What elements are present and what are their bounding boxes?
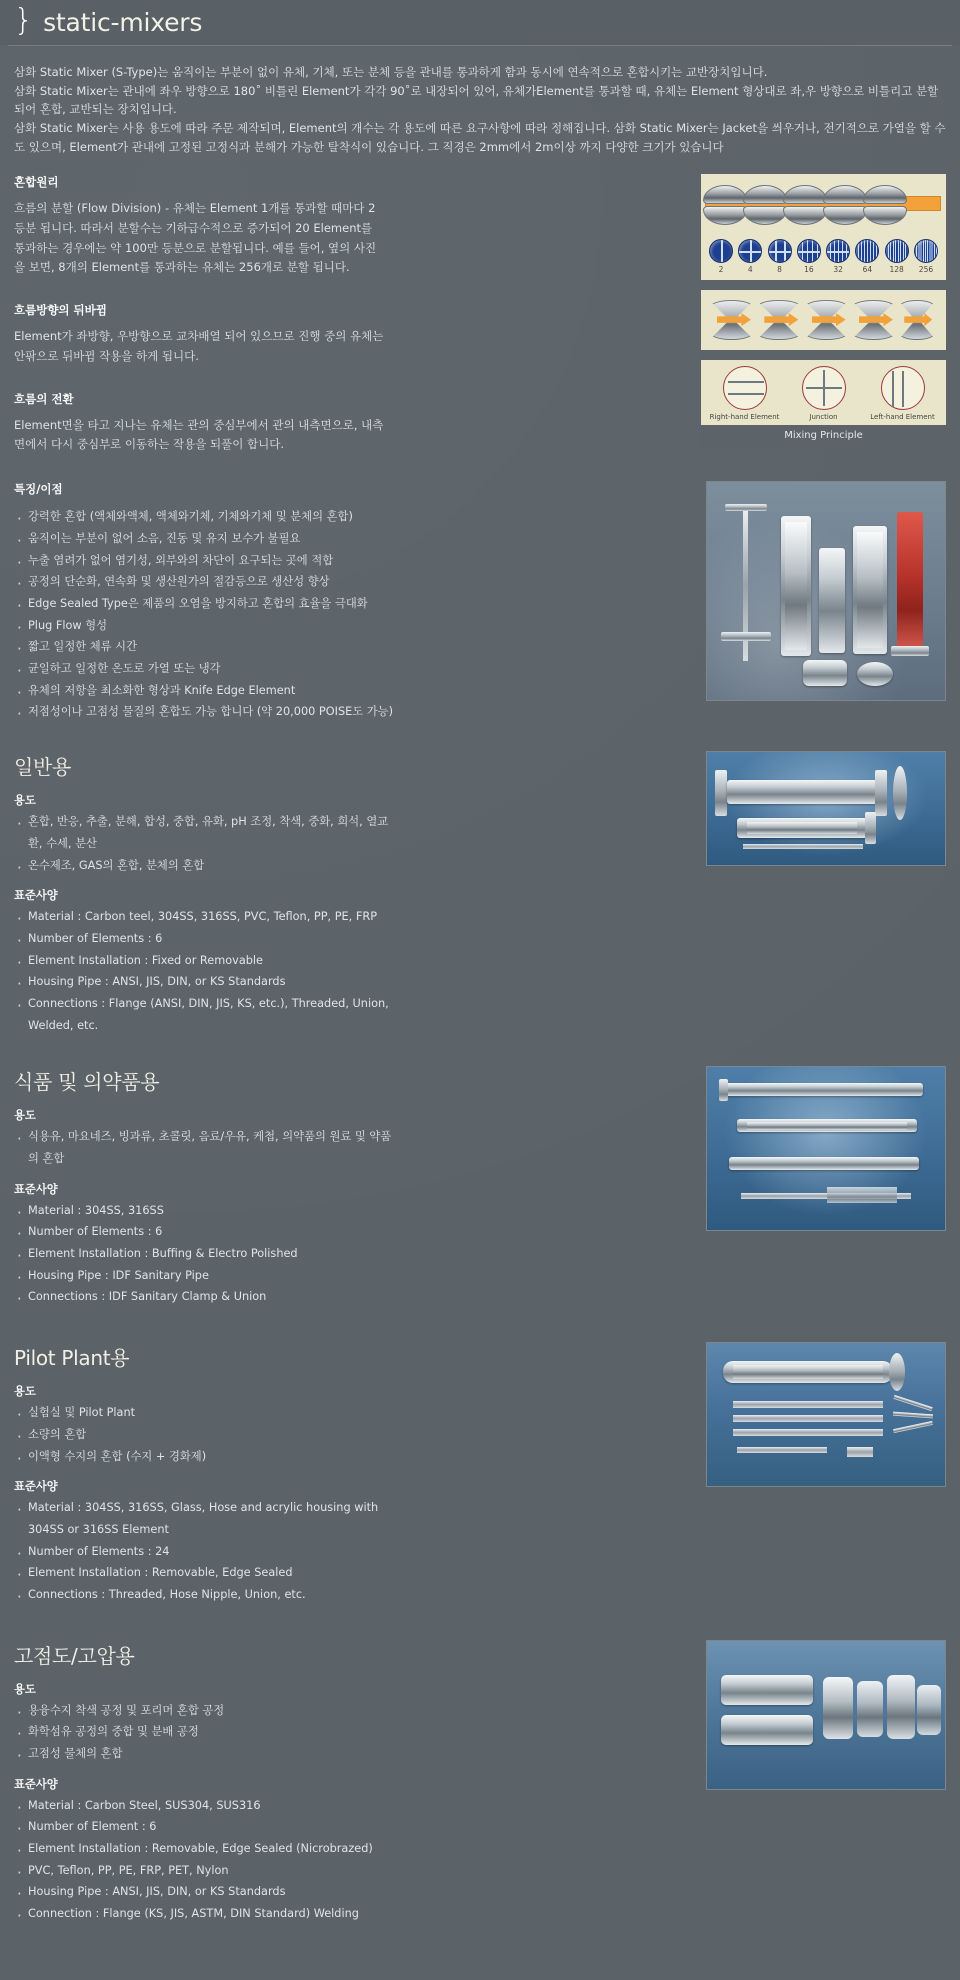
list-item: · 균일하고 일정한 온도로 가열 또는 냉각 (14, 658, 402, 680)
intro-line-3: 삼화 Static Mixer는 사용 용도에 따라 주문 제작되며, Element의 개수는 각 용도에 따른 요구사항에 따라 정해집니다. 삼화 Static Mixer는 Jacket을 씌우거나, 전기적으로 가열을 할 수도 있으며, Element가 관내에 고정된 고정식과 분해가 가능한 탈착식이 있습니다. 그 직경은 2mm에서 2m이상 까지 다양한 크기가 있습니다 (14, 120, 946, 154)
section-heading: 흐름의 전환 (14, 391, 74, 406)
element-label: Right-hand Element (709, 413, 780, 422)
spec-heading: 표준사양 (14, 889, 58, 903)
list-item: · Material : Carbon Steel, SUS304, SUS316 (14, 1795, 402, 1817)
list-item: · Material : Carbon teel, 304SS, 316SS, PVC, Teflon, PP, PE, FRP (14, 906, 402, 928)
spec-list (14, 1200, 402, 1308)
category-title: 식품 및 의약품용 (14, 1070, 160, 1095)
spec-heading: 표준사양 (14, 1777, 58, 1791)
food-pharma-photo (706, 1066, 946, 1231)
use-list (14, 1126, 402, 1169)
intro-line-1: 삼화 Static Mixer (S-Type)는 움직이는 부분이 없이 유체, 기체, 또는 분체 등을 관내를 통과하게 함과 동시에 연속적으로 혼합시키는 교반장치입니다. (14, 65, 768, 79)
junction-icon (802, 366, 846, 410)
list-item: · 움직이는 부분이 없어 소음, 진동 및 유지 보수가 불필요 (14, 528, 402, 550)
list-item: · Number of Elements : 6 (14, 928, 402, 950)
list-item: · PVC, Teflon, PP, PE, FRP, PET, Nylon (14, 1860, 402, 1882)
cross-section-icon (885, 239, 909, 263)
intro-line-2: 삼화 Static Mixer는 관내에 좌우 방향으로 180˚ 비틀린 Element가 각각 90˚로 내장되어 있어, 유체가Element를 통과할 때, 유체는 Element 형상대로 좌,우 방향으로 비틀리고 분할되어 혼합, 교반되는 장치입니다. (14, 83, 939, 117)
spec-heading: 표준사양 (14, 1182, 58, 1196)
pilot-plant-photo (706, 1342, 946, 1487)
category-block-2 (14, 1342, 946, 1606)
general-use-photo (706, 751, 946, 866)
list-item: · 실험실 및 Pilot Plant (14, 1402, 402, 1424)
list-item: · Housing Pipe : IDF Sanitary Pipe (14, 1265, 402, 1287)
category-text-1 (14, 1066, 402, 1308)
list-item: · 혼합, 반응, 추출, 분해, 합성, 중합, 유화, pH 조정, 착색, 중화, 희석, 열교환, 수세, 분산 (14, 811, 402, 854)
features-heading: 특징/이점 (14, 482, 63, 497)
list-item: · 이액형 수지의 혼합 (수지 + 경화제) (14, 1446, 402, 1468)
list-item: · 저점성이나 고점성 물질의 혼합도 가능 합니다 (약 20,000 POISE도 가능) (14, 701, 402, 723)
principle-section-2 (14, 302, 402, 367)
list-item: · Number of Element : 6 (14, 1816, 402, 1838)
list-item: · 유체의 저항을 최소화한 형상과 Knife Edge Element (14, 680, 402, 702)
division-number: 32 (833, 265, 843, 275)
list-item: · Edge Sealed Type은 제품의 오염을 방지하고 혼합의 효율을 극대화 (14, 593, 402, 615)
spec-heading: 표준사양 (14, 1480, 58, 1494)
list-item: · Element Installation : Removable, Edge Sealed (Nicrobrazed) (14, 1838, 402, 1860)
list-item: · Number of Elements : 24 (14, 1541, 402, 1563)
brace-icon: } (14, 2, 34, 38)
division-number: 4 (747, 265, 753, 275)
section-body: Element면을 타고 지나는 유체는 관의 중심부에서 관의 내측면으로, 내측면에서 다시 중심부로 이동하는 작용을 되풀이 합니다. (14, 417, 384, 452)
category-text-0 (14, 751, 402, 1036)
left-hand-element-icon (881, 366, 925, 410)
features-column (14, 481, 402, 723)
category-photo-0 (402, 751, 946, 866)
list-item: · Element Installation : Buffing & Electro Polished (14, 1243, 402, 1265)
list-item: · Number of Elements : 6 (14, 1221, 402, 1243)
list-item: · 누출 염려가 없어 염기성, 외부와의 차단이 요구되는 곳에 적합 (14, 550, 402, 572)
list-item: · Housing Pipe : ANSI, JIS, DIN, or KS Standards (14, 971, 402, 993)
list-item: · Material : 304SS, 316SS, Glass, Hose and acrylic housing with 304SS or 316SS Element (14, 1497, 402, 1540)
category-photo-2 (402, 1342, 946, 1487)
high-viscosity-photo (706, 1640, 946, 1790)
product-lineup-photo (706, 481, 946, 701)
category-block-1 (14, 1066, 946, 1308)
category-text-3 (14, 1640, 402, 1925)
list-item: · 화학섬유 공정의 중합 및 분배 공정 (14, 1721, 402, 1743)
right-hand-element-icon (723, 366, 767, 410)
division-number: 16 (804, 265, 814, 275)
section-heading: 혼합원리 (14, 175, 59, 190)
intro-block (0, 46, 960, 156)
twisted-elements-illustration (701, 174, 946, 236)
spec-list (14, 1497, 402, 1605)
list-item: · Element Installation : Fixed or Removable (14, 950, 402, 972)
flow-reversal-figure (701, 290, 946, 350)
mixing-principle-panel (701, 174, 946, 446)
list-item: · Housing Pipe : ANSI, JIS, DIN, or KS Standards (14, 1881, 402, 1903)
section-body: Element가 좌방향, 우방향으로 교차배열 되어 있으므로 진행 중의 유체는 안팎으로 뒤바뀜 작용을 하게 됩니다. (14, 329, 384, 363)
cross-section-icon (826, 239, 850, 263)
principle-section-3 (14, 391, 402, 456)
cross-section-icon (855, 239, 879, 263)
category-block-0 (14, 751, 946, 1036)
list-item: · 강력한 혼합 (액체와액체, 액체와기체, 기체와기체 및 분체의 혼합) (14, 506, 402, 528)
list-item: · Connections : Flange (ANSI, DIN, JIS, KS, etc.), Threaded, Union, Welded, etc. (14, 993, 402, 1036)
cross-section-icon (709, 239, 733, 263)
spec-list (14, 1795, 402, 1925)
list-item: · Element Installation : Removable, Edge Sealed (14, 1562, 402, 1584)
section-heading: 흐름방향의 뒤바뀜 (14, 303, 107, 318)
use-heading: 용도 (14, 1682, 36, 1696)
category-title: Pilot Plant용 (14, 1346, 130, 1371)
use-heading: 용도 (14, 1109, 36, 1123)
list-item: · 식용유, 마요네즈, 빙과류, 초콜릿, 음료/우유, 케첩, 의약품의 원료 및 약품의 혼합 (14, 1126, 402, 1169)
list-item: · 소량의 혼합 (14, 1424, 402, 1446)
flow-division-figure (701, 174, 946, 280)
category-photo-3 (402, 1640, 946, 1790)
category-block-3 (14, 1640, 946, 1925)
category-photo-1 (402, 1066, 946, 1231)
principle-section-1 (14, 174, 402, 278)
list-item: · Connections : IDF Sanitary Clamp & Union (14, 1286, 402, 1308)
list-item: · 온수제조, GAS의 혼합, 분체의 혼합 (14, 855, 402, 877)
cross-section-icon (768, 239, 792, 263)
category-title: 일반용 (14, 755, 72, 780)
cross-section-icon (738, 239, 762, 263)
division-number: 256 (918, 265, 934, 275)
list-item: · 용융수지 착색 공정 및 포리머 혼합 공정 (14, 1700, 402, 1722)
category-text-2 (14, 1342, 402, 1606)
list-item: · Material : 304SS, 316SS (14, 1200, 402, 1222)
spec-list (14, 906, 402, 1036)
product-photo-column (402, 481, 946, 701)
list-item: · 짧고 일정한 체류 시간 (14, 636, 402, 658)
use-heading: 용도 (14, 1385, 36, 1399)
page-title: static-mixers (43, 8, 203, 37)
cross-section-icon (914, 239, 938, 263)
reversal-illustration (701, 290, 946, 350)
division-number: 64 (862, 265, 873, 275)
flow-conversion-figure (701, 360, 946, 424)
use-list (14, 1700, 402, 1765)
list-item: · 고점성 물체의 혼합 (14, 1743, 402, 1765)
division-number: 128 (889, 265, 904, 275)
diagram-caption: Mixing Principle (701, 425, 946, 447)
features-list (14, 506, 402, 723)
division-cross-sections (701, 236, 946, 274)
site-header (0, 0, 960, 45)
list-item: · Plug Flow 형성 (14, 615, 402, 637)
list-item: · 공정의 단순화, 연속화 및 생산원가의 절감등으로 생산성 향상 (14, 571, 402, 593)
division-number: 8 (777, 265, 782, 275)
principle-diagram-column (402, 174, 946, 446)
list-item: · Connection : Flange (KS, JIS, ASTM, DIN Standard) Welding (14, 1903, 402, 1925)
principle-text-column (14, 174, 402, 455)
cross-section-icon (797, 239, 821, 263)
element-label: Junction (809, 413, 838, 422)
list-item: · Connections : Threaded, Hose Nipple, Union, etc. (14, 1584, 402, 1606)
principle-row (14, 174, 946, 455)
use-list (14, 1402, 402, 1467)
use-heading: 용도 (14, 794, 36, 808)
category-title: 고점도/고압용 (14, 1643, 135, 1668)
section-body: 흐름의 분할 (Flow Division) - 유체는 Element 1개를 통과할 때마다 2등분 됩니다. 따라서 분할수는 기하급수적으로 증가되어 20 Element를 통과하는 경우에는 약 100만 등분으로 분할됩니다. 예를 들어, 옆의 사진을 보면, 8개의 Element를 통과하는 유체는 256개로 분할 됩니다. (14, 201, 377, 275)
element-label: Left-hand Element (870, 413, 935, 422)
division-number: 2 (718, 265, 724, 275)
use-list (14, 811, 402, 876)
features-row (14, 481, 946, 723)
